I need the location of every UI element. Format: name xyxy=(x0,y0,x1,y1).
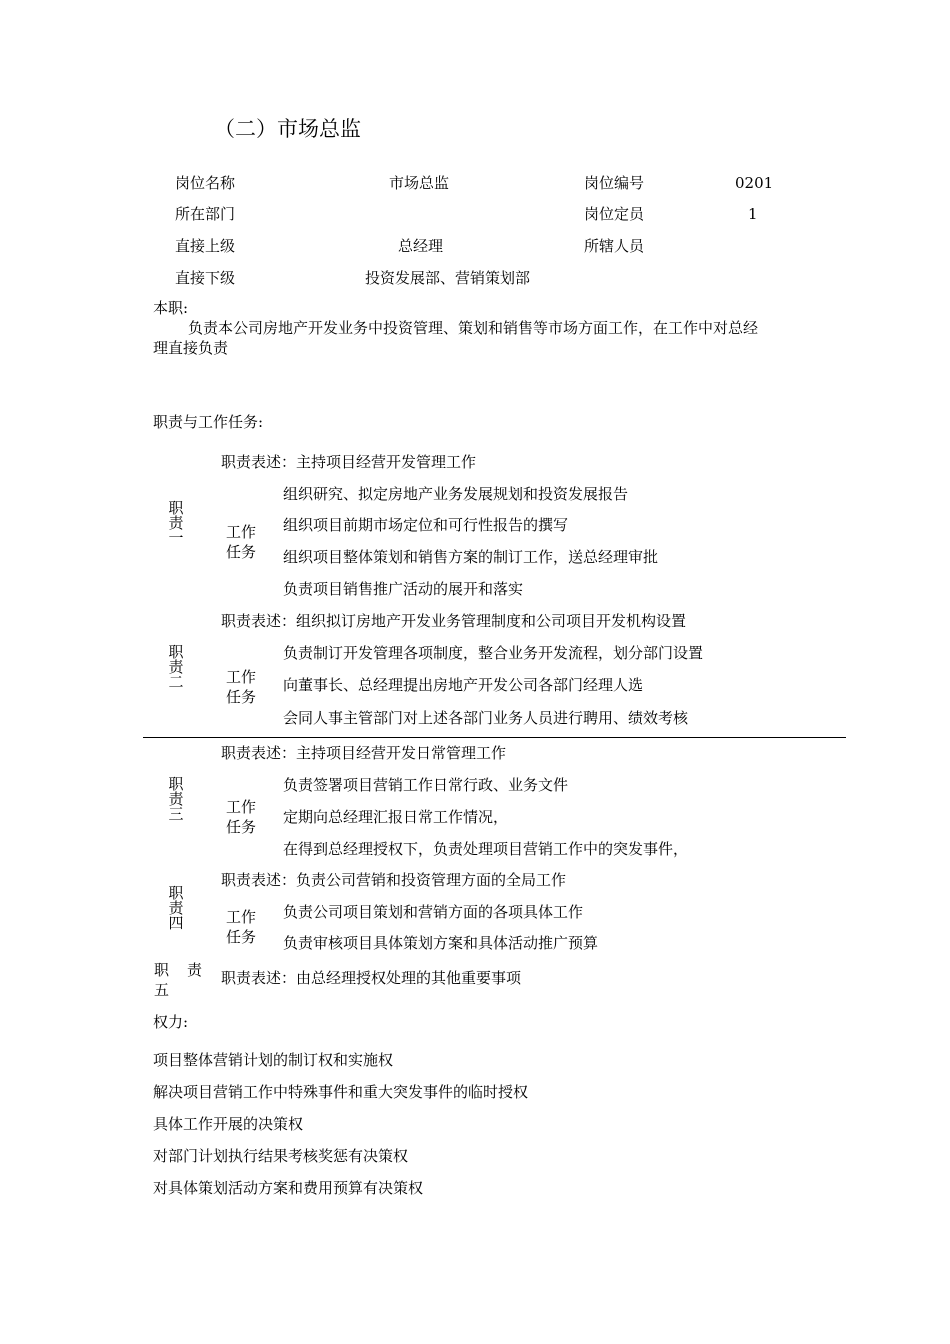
task-item: 负责签署项目营销工作日常行政、业务文件 xyxy=(283,776,569,794)
task-item: 负责项目销售推广活动的展开和落实 xyxy=(283,580,524,598)
task-label-line1: 工作 xyxy=(226,523,257,541)
page-title: （二）市场总监 xyxy=(214,117,361,141)
responsibility-5-statement: 职责表述：由总经理授权处理的其他重要事项 xyxy=(221,969,522,987)
responsibility-4-statement: 职责表述：负责公司营销和投资管理方面的全局工作 xyxy=(221,871,567,889)
task-item: 组织项目整体策划和销售方案的制订工作，送总经理审批 xyxy=(283,548,659,566)
superior-value: 总经理 xyxy=(398,237,444,255)
responsibility-1-statement: 职责表述：主持项目经营开发管理工作 xyxy=(221,453,477,471)
table-divider xyxy=(143,737,846,738)
staff-label: 所辖人员 xyxy=(584,237,645,255)
authority-item: 对部门计划执行结果考核奖惩有决策权 xyxy=(153,1147,409,1165)
responsibility-5-label-b: 责 xyxy=(187,961,203,979)
responsibilities-title: 职责与工作任务: xyxy=(153,413,264,431)
authority-item: 对具体策划活动方案和费用预算有决策权 xyxy=(153,1179,424,1197)
duty-text-line1: 负责本公司房地产开发业务中投资管理、策划和销售等市场方面工作，在工作中对总经 xyxy=(188,319,759,337)
responsibility-2-statement: 职责表述：组织拟订房地产开发业务管理制度和公司项目开发机构设置 xyxy=(221,612,687,630)
position-code-label: 岗位编号 xyxy=(584,174,645,192)
task-item: 组织研究、拟定房地产业务发展规划和投资发展报告 xyxy=(283,485,629,503)
duty-label: 本职: xyxy=(153,299,189,317)
task-item: 会同人事主管部门对上述各部门业务人员进行聘用、绩效考核 xyxy=(283,709,689,727)
responsibility-2-label: 职 责 二 xyxy=(168,643,184,691)
task-label-line2: 任务 xyxy=(226,818,257,836)
task-label-line2: 任务 xyxy=(226,928,257,946)
responsibility-3-label: 职 责 三 xyxy=(168,775,184,823)
task-item: 定期向总经理汇报日常工作情况， xyxy=(283,808,509,826)
responsibility-5-label-a: 职 xyxy=(154,961,170,979)
subordinate-label: 直接下级 xyxy=(175,269,236,287)
superior-label: 直接上级 xyxy=(175,237,236,255)
task-label-line2: 任务 xyxy=(226,543,257,561)
headcount-value: 1 xyxy=(748,205,758,223)
task-item: 负责审核项目具体策划方案和具体活动推广预算 xyxy=(283,934,599,952)
task-label-line1: 工作 xyxy=(226,908,257,926)
position-code-value: 0201 xyxy=(735,174,774,192)
authority-item: 项目整体营销计划的制订权和实施权 xyxy=(153,1051,394,1069)
responsibility-3-statement: 职责表述：主持项目经营开发日常管理工作 xyxy=(221,744,507,762)
department-label: 所在部门 xyxy=(175,205,236,223)
task-item: 负责制订开发管理各项制度，整合业务开发流程，划分部门设置 xyxy=(283,644,704,662)
responsibility-5-label-c: 五 xyxy=(154,981,170,999)
duty-text-line2: 理直接负责 xyxy=(153,339,229,357)
task-label-line1: 工作 xyxy=(226,668,257,686)
responsibility-4-label: 职 责 四 xyxy=(168,884,184,932)
subordinate-value: 投资发展部、营销策划部 xyxy=(365,269,531,287)
task-label-line2: 任务 xyxy=(226,688,257,706)
task-item: 向董事长、总经理提出房地产开发公司各部门经理人选 xyxy=(283,676,644,694)
task-item: 在得到总经理授权下，负责处理项目营销工作中的突发事件， xyxy=(283,840,689,858)
task-item: 负责公司项目策划和营销方面的各项具体工作 xyxy=(283,903,584,921)
position-name-value: 市场总监 xyxy=(389,174,450,192)
position-name-label: 岗位名称 xyxy=(175,174,236,192)
authority-title: 权力: xyxy=(153,1013,189,1031)
authority-item: 解决项目营销工作中特殊事件和重大突发事件的临时授权 xyxy=(153,1083,529,1101)
task-label-line1: 工作 xyxy=(226,798,257,816)
headcount-label: 岗位定员 xyxy=(584,205,645,223)
responsibility-1-label: 职 责 一 xyxy=(168,499,184,547)
authority-item: 具体工作开展的决策权 xyxy=(153,1115,304,1133)
task-item: 组织项目前期市场定位和可行性报告的撰写 xyxy=(283,516,569,534)
